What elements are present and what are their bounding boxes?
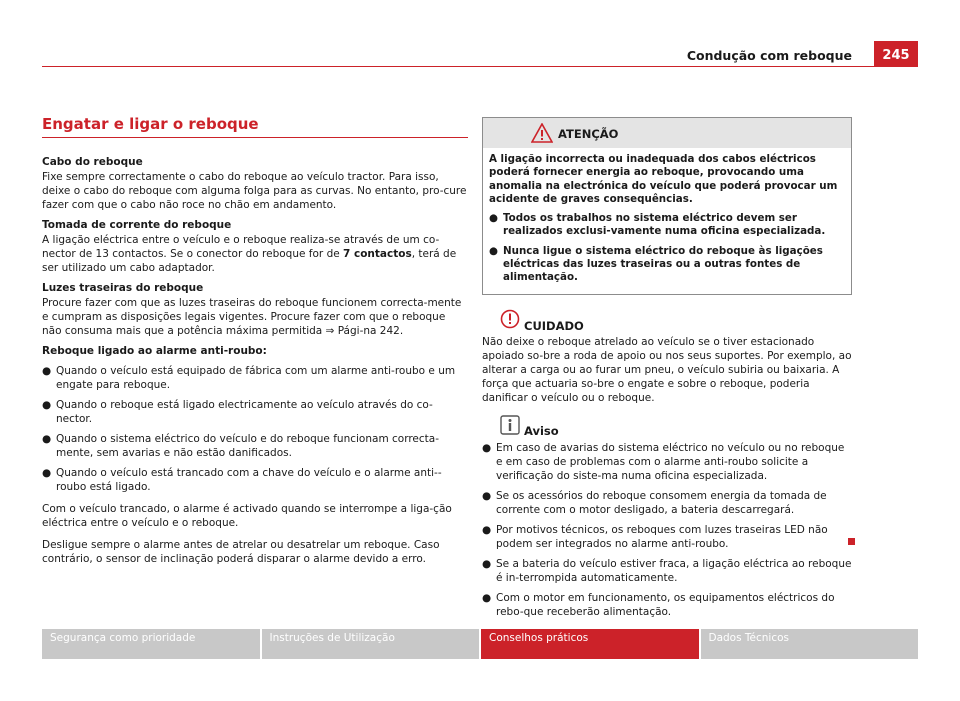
tab-safety[interactable]: Segurança como prioridade: [42, 629, 260, 659]
note-title: Aviso: [524, 423, 559, 438]
cable-text: Fixe sempre correctamente o cabo do reboque ao veículo tractor. Para isso, deixe o cabo do reboque com alguma folga para as curvas. No entanto, pro-cure fazer com que o cabo não roce no chão em andamento.: [42, 171, 467, 211]
alarm-bullet: [42, 432, 468, 460]
note-bullet-text: Em caso de avarias do sistema eléctrico no veículo ou no reboque e em caso de problemas com o alarme anti-roubo solicite a verificação do siste-ma numa oficina especializada.: [496, 441, 845, 482]
note-bullet-text: Com o motor em funcionamento, os equipamentos eléctricos do rebo-que receberão alimentação.: [496, 591, 835, 618]
bullet-dot: ●: [489, 212, 498, 225]
alarm-bullet-text: Quando o reboque está ligado electricamente ao veículo através do co-nector.: [56, 399, 433, 425]
cable-heading: Cabo do reboque: [42, 156, 143, 168]
tab-practical-tips[interactable]: Conselhos práticos: [481, 629, 699, 659]
note-bullet-text: Se os acessórios do reboque consomem energia da tomada de corrente com o motor desligado, a bateria descarregará.: [496, 489, 827, 516]
bullet-dot: ●: [482, 557, 492, 570]
alarm-paragraph-1: Com o veículo trancado, o alarme é activado quando se interrompe a liga-ção eléctrica entre o veículo e o reboque.: [42, 503, 452, 529]
right-column: [482, 117, 852, 625]
bullet-dot: ●: [42, 399, 52, 411]
warning-bullet: [489, 212, 845, 239]
socket-text: [42, 233, 468, 275]
running-header-title: Condução com reboque: [686, 48, 852, 63]
note-bullet: [482, 557, 852, 585]
caution-exclamation-icon: [500, 309, 520, 329]
alarm-heading: Reboque ligado ao alarme anti-roubo:: [42, 345, 267, 357]
info-icon: [500, 415, 520, 435]
caution-text: Não deixe o reboque atrelado ao veículo se o tiver estacionado apoiado so-bre a roda de apoio ou nos seus suportes. Por exemplo, ao alterar a carga ou ao furar um pneu, o veículo subiria ou baixaria. A força que actuaria so-bre o engate e sobre o reboque, poderia danificar o veículo ou o reboque.: [482, 335, 852, 404]
note-header: [482, 419, 852, 441]
note-bullet: [482, 489, 852, 517]
bullet-dot: ●: [42, 467, 52, 479]
lights-heading: Luzes traseiras do reboque: [42, 282, 204, 294]
note-bullet: [482, 523, 852, 551]
caution-block: [482, 313, 852, 405]
section-title: Engatar e ligar o reboque: [42, 115, 468, 138]
header-rule: [42, 66, 918, 67]
page-number: 245: [874, 41, 918, 67]
alarm-bullet-text: Quando o sistema eléctrico do veículo e do reboque funcionam correcta-mente, sem avarias e não estão danificados.: [56, 433, 439, 459]
left-column: [42, 115, 468, 572]
warning-triangle-icon: [531, 123, 553, 143]
tab-technical-data[interactable]: Dados Técnicos: [701, 629, 919, 659]
warning-bullet-text: Nunca ligue o sistema eléctrico do reboque às ligações eléctricas das luzes traseiras ou a outras fontes de alimentação.: [503, 244, 823, 284]
note-bullet-text: Se a bateria do veículo estiver fraca, a ligação eléctrica ao reboque é in-terrompida automaticamente.: [496, 557, 852, 584]
caution-header: [482, 313, 852, 335]
bullet-dot: ●: [489, 244, 498, 257]
alarm-bullet-text: Quando o veículo está trancado com a chave do veículo e o alarme anti--roubo está ligado.: [56, 467, 442, 493]
socket-text-bold: 7 contactos: [343, 248, 412, 260]
alarm-bullet: [42, 466, 468, 494]
warning-text: A ligação incorrecta ou inadequada dos cabos eléctricos poderá fornecer energia ao reboque, provocando uma anomalia na electrónica do veículo que poderá provocar um acidente de graves consequências.: [489, 153, 838, 205]
warning-title: ATENÇÃO: [558, 127, 619, 141]
note-bullet-text: Por motivos técnicos, os reboques com luzes traseiras LED não podem ser integrados no alarme anti-roubo.: [496, 523, 828, 550]
tab-instructions[interactable]: Instruções de Utilização: [262, 629, 480, 659]
warning-box: [482, 117, 852, 295]
bullet-dot: ●: [42, 433, 52, 445]
alarm-bullet: [42, 364, 468, 392]
bullet-dot: ●: [482, 489, 492, 502]
footer-tabs: [42, 629, 918, 659]
section-end-mark: [848, 538, 855, 545]
bullet-dot: ●: [482, 441, 492, 454]
bullet-dot: ●: [42, 365, 52, 377]
caution-title: CUIDADO: [524, 318, 584, 333]
socket-heading: Tomada de corrente do reboque: [42, 219, 232, 231]
note-bullet: [482, 441, 852, 483]
bullet-dot: ●: [482, 523, 492, 536]
socket-text-b: , terá de ser utilizado um cabo adaptador.: [42, 248, 457, 274]
note-bullet: [482, 591, 852, 619]
alarm-bullet: [42, 398, 468, 426]
warning-header: [483, 118, 851, 148]
lights-text: Procure fazer com que as luzes traseiras do reboque funcionem correcta-mente e cumpram as disposições legais vigentes. Procure fazer com que o reboque não consuma mais que a potência máxima permitida ⇒ Pági-na 242.: [42, 297, 462, 337]
alarm-paragraph-2: Desligue sempre o alarme antes de atrelar ou desatrelar um reboque. Caso contrário, o sensor de inclinação poderá disparar o alarme devido a erro.: [42, 539, 440, 565]
alarm-bullet-text: Quando o veículo está equipado de fábrica com um alarme anti-roubo e um engate para reboque.: [56, 365, 456, 391]
warning-bullet: [489, 245, 845, 285]
bullet-dot: ●: [482, 591, 492, 604]
warning-bullet-text: Todos os trabalhos no sistema eléctrico devem ser realizados exclusi-vamente numa oficina especializada.: [503, 212, 826, 238]
warning-body: [483, 148, 851, 294]
socket-text-a: A ligação eléctrica entre o veículo e o reboque realiza-se através de um co-nector de 13 contactos. Se o conector do reboque for de: [42, 234, 440, 260]
note-block: [482, 419, 852, 619]
